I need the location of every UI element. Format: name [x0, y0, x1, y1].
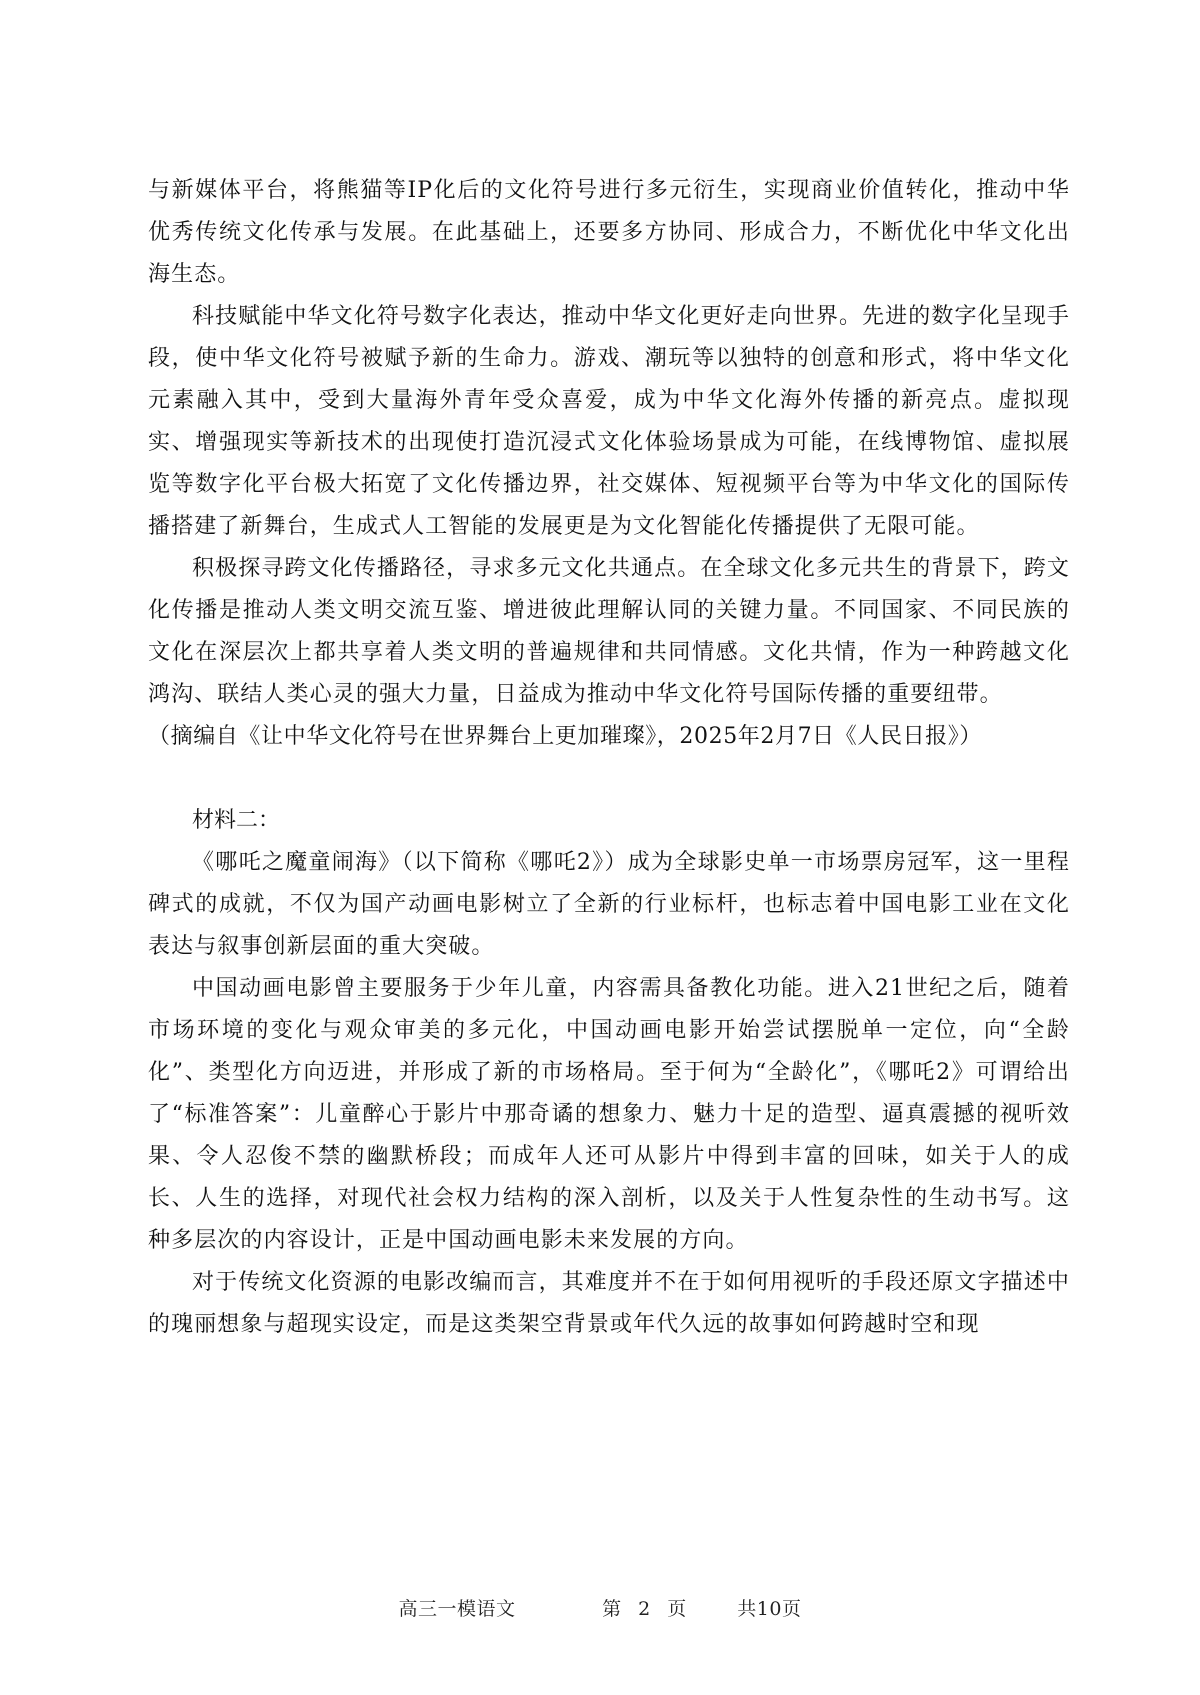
paragraph-4: 《哪吒之魔童闹海》（以下简称《哪吒2》）成为全球影史单一市场票房冠军，这一里程碑式的成就，不仅为国产动画电影树立了全新的行业标杆，也标志着中国电影工业在文化表达与叙事创新层面的重大突破。: [148, 850, 1070, 959]
document-body: [148, 170, 1070, 1346]
page-footer: [0, 1597, 1200, 1621]
source-citation: （摘编自《让中华文化符号在世界舞台上更加璀璨》，2025年2月7日《人民日报》）: [148, 724, 982, 749]
paragraph-1: 与新媒体平台，将熊猫等IP化后的文化符号进行多元衍生，实现商业价值转化，推动中华优秀传统文化传承与发展。在此基础上，还要多方协同、形成合力，不断优化中华文化出海生态。: [148, 178, 1070, 287]
paragraph-6: 对于传统文化资源的电影改编而言，其难度并不在于如何用视听的手段还原文字描述中的瑰丽想象与超现实设定，而是这类架空背景或年代久远的故事如何跨越时空和现: [148, 1270, 1070, 1337]
footer-page-number: 第 2 页: [602, 1598, 687, 1620]
footer-exam-title: 高三一模语文: [398, 1598, 516, 1620]
section-gap: [148, 758, 1070, 800]
paragraph-2: 科技赋能中华文化符号数字化表达，推动中华文化更好走向世界。先进的数字化呈现手段，使中华文化符号被赋予新的生命力。游戏、潮玩等以独特的创意和形式，将中华文化元素融入其中，受到大量海外青年受众喜爱，成为中华文化海外传播的新亮点。虚拟现实、增强现实等新技术的出现使打造沉浸式文化体验场景成为可能，在线博物馆、虚拟展览等数字化平台极大拓宽了文化传播边界，社交媒体、短视频平台等为中华文化的国际传播搭建了新舞台，生成式人工智能的发展更是为文化智能化传播提供了无限可能。: [148, 304, 1070, 539]
footer-total-pages: 共10页: [737, 1598, 802, 1620]
paragraph-3: 积极探寻跨文化传播路径，寻求多元文化共通点。在全球文化多元共生的背景下，跨文化传播是推动人类文明交流互鉴、增进彼此理解认同的关键力量。不同国家、不同民族的文化在深层次上都共享着人类文明的普遍规律和共同情感。文化共情，作为一种跨越文化鸿沟、联结人类心灵的强大力量，日益成为推动中华文化符号国际传播的重要纽带。: [148, 556, 1070, 707]
paragraph-5: 中国动画电影曾主要服务于少年儿童，内容需具备教化功能。进入21世纪之后，随着市场环境的变化与观众审美的多元化，中国动画电影开始尝试摆脱单一定位，向“全龄化”、类型化方向迈进，并形成了新的市场格局。至于何为“全龄化”，《哪吒2》可谓给出了“标准答案”：儿童醉心于影片中那奇谲的想象力、魅力十足的造型、逼真震撼的视听效果、令人忍俊不禁的幽默桥段；而成年人还可从影片中得到丰富的回味，如关于人的成长、人生的选择，对现代社会权力结构的深入剖析，以及关于人性复杂性的生动书写。这种多层次的内容设计，正是中国动画电影未来发展的方向。: [148, 976, 1070, 1253]
material-two-label: 材料二：: [192, 808, 281, 833]
